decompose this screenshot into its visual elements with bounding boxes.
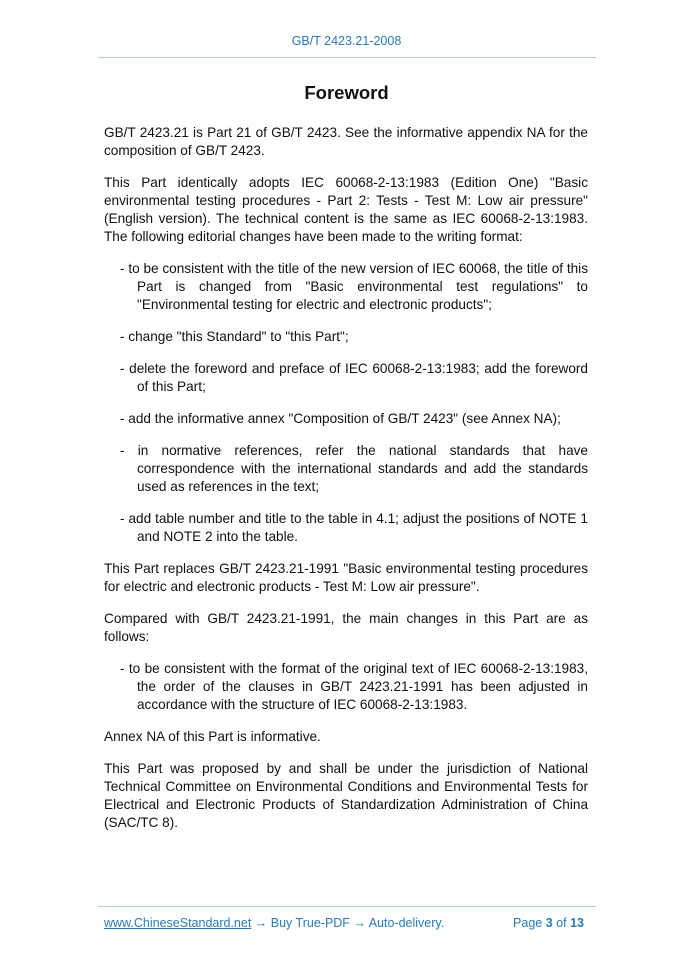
paragraph-proposal: This Part was proposed by and shall be under the jurisdiction of National Technical Committee on Environmental Conditions and Environmental Tests for Electrical and Electronic Products of Standardization Administration of China (SAC/TC 8). (104, 761, 588, 830)
list-item: - add the informative annex "Composition of GB/T 2423" (see Annex NA); (120, 411, 561, 426)
footer-tagline: → Buy True-PDF → Auto-delivery. (251, 916, 445, 930)
paragraph-adoption: This Part identically adopts IEC 60068-2-13:1983 (Edition One) "Basic environmental testing procedures - Part 2: Tests - Test M: Low air pressure" (English version). The technical content is the same as IEC 60068-2-13:1983. The following editorial changes have been made to the writing format: (104, 175, 588, 244)
footer-promo (104, 916, 444, 930)
list-item: - in normative references, refer the national standards that have correspondence with the international standards and add the standards used as references in the text; (120, 443, 588, 494)
page-number: Page 3 of 13 (513, 916, 584, 930)
editorial-changes-list (104, 260, 588, 546)
website-link[interactable]: www.ChineseStandard.net (104, 916, 252, 930)
list-item: - to be consistent with the format of the original text of IEC 60068-2-13:1983, the order of the clauses in GB/T 2423.21-1991 has been adjusted in accordance with the structure of IEC 60068-2-13:1983. (120, 661, 588, 712)
current-page: 3 (545, 916, 553, 930)
list-item: - to be consistent with the title of the new version of IEC 60068, the title of this Part is changed from "Basic environmental test regulations" to "Environmental testing for electric and electronic products"; (120, 261, 588, 312)
paragraph-intro: GB/T 2423.21 is Part 21 of GB/T 2423. See the informative appendix NA for the composition of GB/T 2423. (104, 125, 588, 158)
page-title: Foreword (304, 82, 389, 103)
paragraph-annex-note: Annex NA of this Part is informative. (104, 729, 321, 744)
total-pages: 13 (570, 916, 584, 930)
document-body (104, 124, 588, 846)
list-item: - change "this Standard" to "this Part"; (120, 329, 349, 344)
list-item: - add table number and title to the table in 4.1; adjust the positions of NOTE 1 and NOTE 2 into the table. (120, 511, 588, 544)
header-divider (98, 57, 596, 58)
main-changes-list (104, 660, 588, 714)
list-item: - delete the foreword and preface of IEC 60068-2-13:1983; add the foreword of this Part; (120, 361, 588, 394)
paragraph-replaces: This Part replaces GB/T 2423.21-1991 "Basic environmental testing procedures for electric and electronic products - Test M: Low air pressure". (104, 561, 588, 594)
running-header: GB/T 2423.21-2008 (291, 34, 402, 48)
footer-divider (98, 906, 596, 907)
paragraph-compared: Compared with GB/T 2423.21-1991, the main changes in this Part are as follows: (104, 611, 588, 644)
